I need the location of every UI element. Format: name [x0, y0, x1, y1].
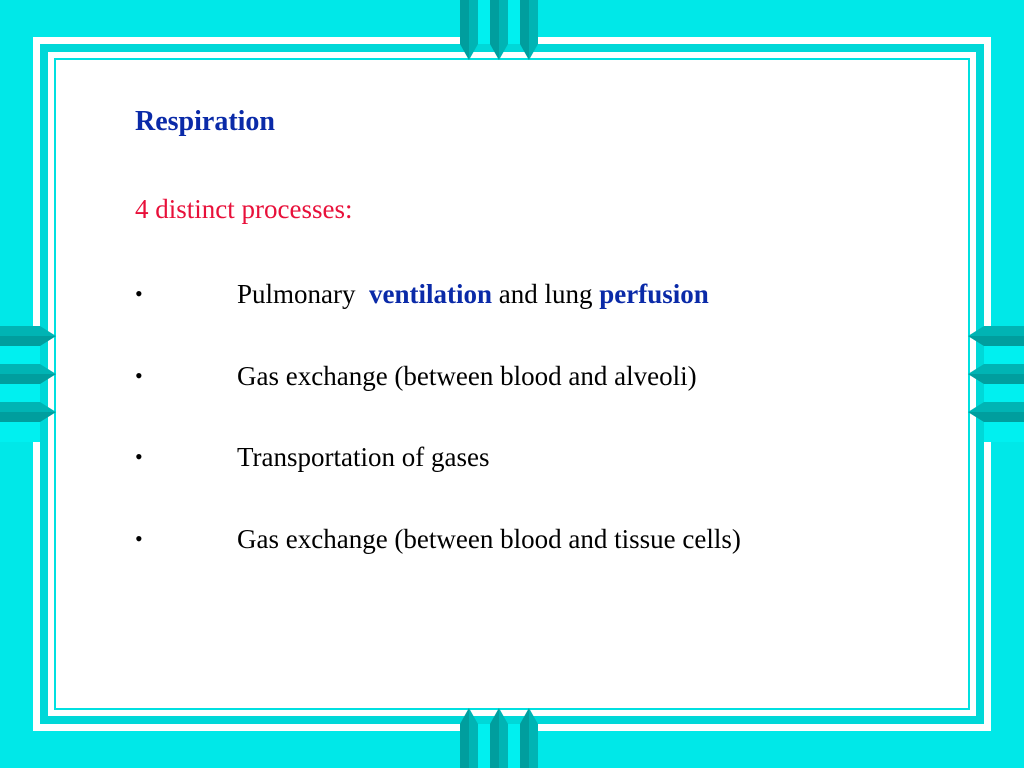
slide-subtitle: 4 distinct processes:	[135, 194, 353, 224]
emphasis-perfusion: perfusion	[599, 279, 709, 309]
slide-title: Respiration	[135, 106, 275, 137]
bullet-text: Gas exchange (between blood and tissue cells)	[237, 524, 741, 554]
bullet-text: Gas exchange (between blood and alveoli)	[237, 361, 697, 391]
left-ornament	[0, 326, 58, 446]
bullet-text-part: Pulmonary	[237, 279, 363, 309]
bullet-marker: •	[135, 363, 143, 388]
bottom-ornament	[458, 706, 558, 768]
bullet-marker: •	[135, 444, 143, 469]
bullet-marker: •	[135, 281, 143, 306]
top-ornament	[458, 0, 558, 62]
bullet-text	[237, 276, 709, 312]
right-ornament	[966, 326, 1024, 446]
bullet-marker: •	[135, 526, 143, 551]
bullet-text: Transportation of gases	[237, 442, 490, 472]
bullet-text-part: and lung	[492, 279, 600, 309]
emphasis-ventilation: ventilation	[369, 279, 493, 309]
